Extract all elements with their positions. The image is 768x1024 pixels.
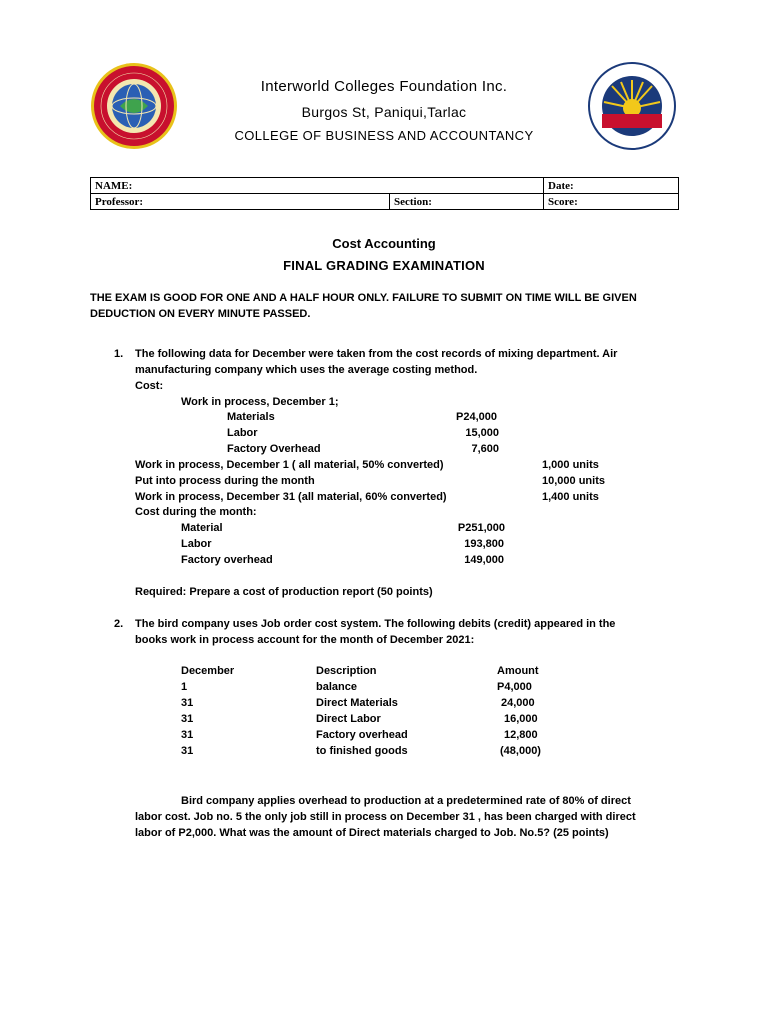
q1-materials-label: Materials <box>227 411 275 423</box>
subject-title: Cost Accounting <box>332 236 436 251</box>
q1-line-1: The following data for December were taken from the cost records of mixing department. Air <box>135 348 618 360</box>
q1-labor2-label: Labor <box>181 538 212 550</box>
q1-wip-label: Work in process, December 1; <box>181 396 339 408</box>
q1-required: Required: Prepare a cost of production report (50 points) <box>135 586 433 598</box>
q2-row-description: Factory overhead <box>316 729 408 741</box>
student-info-table <box>90 177 679 210</box>
q2-row-amount: P4,000 <box>497 681 532 693</box>
exam-title: FINAL GRADING EXAMINATION <box>283 258 485 273</box>
q1-wip-dec31-units: 1,400 units <box>542 491 599 503</box>
q2-header-amount: Amount <box>497 665 539 677</box>
q1-material-label: Material <box>181 522 223 534</box>
q2-row-amount: 16,000 <box>504 713 538 725</box>
q2-para-line-1: Bird company applies overhead to production at a predetermined rate of 80% of direct <box>181 795 631 807</box>
q2-line-2: books work in process account for the month of December 2021: <box>135 634 475 646</box>
q2-row-amount: (48,000) <box>500 745 541 757</box>
q2-row-date: 31 <box>181 713 194 725</box>
q1-cost-label: Cost: <box>135 380 164 392</box>
school-name: Interworld Colleges Foundation Inc. <box>260 78 508 95</box>
q1-labor2-value: 193,800 <box>464 538 504 550</box>
q2-para-line-2: labor cost. Job no. 5 the only job still in process on December 31 , has been charged with direct <box>135 811 636 823</box>
notice-line-1: THE EXAM IS GOOD FOR ONE AND A HALF HOUR ONLY. FAILURE TO SUBMIT ON TIME WILL BE GIVEN <box>90 292 637 304</box>
q1-cost-month-label: Cost during the month: <box>135 506 257 518</box>
q2-row-description: balance <box>316 681 357 693</box>
q1-foh2-value: 149,000 <box>464 554 504 566</box>
college-name: COLLEGE OF BUSINESS AND ACCOUNTANCY <box>234 128 534 143</box>
q1-put-units: 10,000 units <box>542 475 605 487</box>
q2-line-1: The bird company uses Job order cost system. The following debits (credit) appeared in the <box>135 618 616 630</box>
score-field[interactable]: Score: <box>544 194 679 210</box>
q2-row-date: 31 <box>181 745 194 757</box>
q1-labor-value: 15,000 <box>465 427 499 439</box>
q1-put-label: Put into process during the month <box>135 475 315 487</box>
q1-labor-label: Labor <box>227 427 258 439</box>
notice-line-2: DEDUCTION ON EVERY MINUTE PASSED. <box>90 308 311 320</box>
q1-line-2: manufacturing company which uses the average costing method. <box>135 364 478 376</box>
name-field[interactable]: NAME: <box>91 178 544 194</box>
q2-para-line-3: labor of P2,000. What was the amount of Direct materials charged to Job. No.5? (25 points) <box>135 827 609 839</box>
section-field[interactable]: Section: <box>390 194 544 210</box>
q2-header-december: December <box>181 665 235 677</box>
q2-row-amount: 24,000 <box>501 697 535 709</box>
q1-wip-dec1-label: Work in process, December 1 ( all material, 50% converted) <box>135 459 444 471</box>
q2-row-description: Direct Materials <box>316 697 398 709</box>
q1-wip-dec31-label: Work in process, December 31 (all material, 60% converted) <box>135 491 447 503</box>
q1-materials-value: P24,000 <box>456 411 497 423</box>
q2-row-date: 1 <box>181 681 188 693</box>
q1-foh-value: 7,600 <box>471 443 499 455</box>
q2-number: 2. <box>114 618 124 630</box>
q1-number: 1. <box>114 348 124 360</box>
q2-row-date: 31 <box>181 729 194 741</box>
q2-row-amount: 12,800 <box>504 729 538 741</box>
q2-row-description: Direct Labor <box>316 713 381 725</box>
q2-row-date: 31 <box>181 697 194 709</box>
q2-row-description: to finished goods <box>316 745 408 757</box>
q1-foh2-label: Factory overhead <box>181 554 273 566</box>
q1-wip-dec1-units: 1,000 units <box>542 459 599 471</box>
q1-material-value: P251,000 <box>457 522 505 534</box>
date-field[interactable]: Date: <box>544 178 679 194</box>
professor-field[interactable]: Professor: <box>91 194 390 210</box>
q2-header-description: Description <box>316 665 377 677</box>
school-address: Burgos St, Paniqui,Tarlac <box>301 104 467 120</box>
q1-foh-label: Factory Overhead <box>227 443 321 455</box>
